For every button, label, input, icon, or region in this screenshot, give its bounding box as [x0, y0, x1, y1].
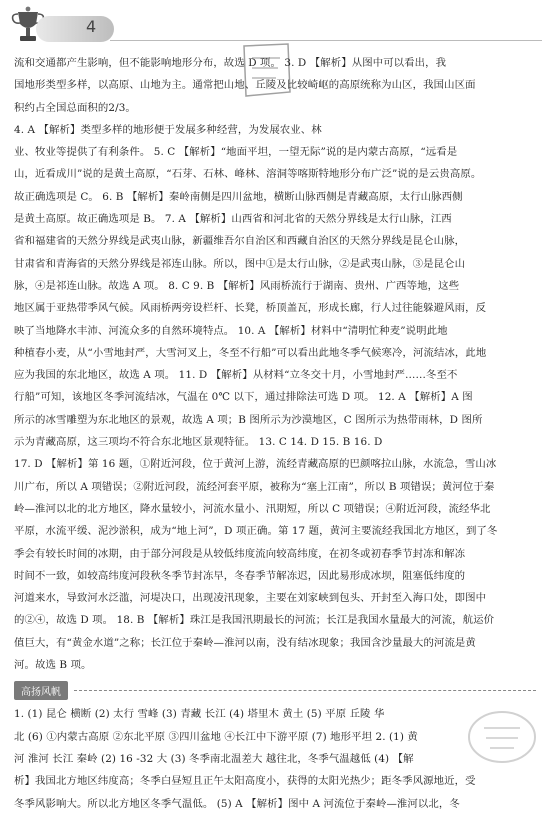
answer-line: 国地形类型多样，以高原、山地为主。通常把山地、丘陵及比较崎岖的高原统称为山区，我国山区面: [14, 79, 476, 92]
extension-line: 析】我国北方地区纬度高；冬季白昼短且正午太阳高度小，获得的太阳光热少；距冬季风源地近，受: [14, 775, 476, 788]
answer-line: 山，近看成川”说的是黄土高原，“石芽、石林、峰林、溶洞等喀斯特地形分布广泛”说的是云贵高原。: [14, 168, 482, 181]
page-number-tab: [36, 16, 114, 42]
answer-line: 川广布，所以 A 项错误；②附近河段，流经河套平原，被称为“塞上江南”，所以 B 项错误；黄河位于秦: [14, 480, 495, 493]
answer-line: 4. A 【解析】类型多样的地形便于发展多种经营，为发展农业、林: [14, 123, 322, 136]
extension-line: 冬季风影响大。所以北方地区冬季气温低。 (5) A 【解析】图中 A 河流位于秦岭—淮河以北，冬: [14, 797, 460, 810]
section-header: [14, 681, 536, 700]
watermark-logo-icon: [466, 708, 538, 766]
answer-line: 流和交通都产生影响，但不能影响地形分布，故选 D 项。 3. D 【解析】从图中可以看出，我: [14, 57, 447, 69]
answer-line: 河。故选 B 项。: [14, 659, 92, 672]
answer-line: 故正确选项是 C。 6. B 【解析】秦岭南侧是四川盆地，横断山脉西侧是青藏高原，太行山脉西侧: [14, 190, 463, 203]
answer-line: 河道来水，导致河水泛滥，河堤决口，出现凌汛现象，主要在刘家峡到包头、开封至入海口处，即图中: [14, 592, 487, 605]
answer-line: 地区属于亚热带季风气候。风雨桥两旁设栏杆、长凳，桥顶盖瓦，形成长廊，行人过往能躲避风雨，反: [14, 302, 487, 315]
answer-line: 是黄土高原。故正确选项是 B。 7. A 【解析】山西省和河北省的天然分界线是太行山脉，江西: [14, 213, 452, 226]
answer-line: 行船”可知，该地区冬季河流结冰，气温在 0℃ 以下，通过排除法可选 D 项。 12. A 【解析】A 图: [14, 391, 473, 404]
header-divider: [110, 40, 542, 41]
answer-line: 所示的冰雪雕塑为东北地区的景观，故选 A 项；B 图所示为沙漠地区，C 图所示为热带雨林，D 图所: [14, 413, 483, 426]
answer-line: 应为我国的东北地区，故选 A 项。 11. D 【解析】从材料“立冬交十月，小雪地封严……冬至不: [14, 369, 458, 382]
answer-line: 脉，④是祁连山脉。故选 A 项。 8. C 9. B 【解析】风雨桥流行于湖南、贵州、广西等地，这些: [14, 279, 460, 292]
answer-line: 积约占全国总面积的2/3。: [14, 101, 136, 114]
extension-line: 河 淮河 长江 秦岭 (2) 16 -32 大 (3) 冬季南北温差大 越往北，冬季气温越低 (4) 【解: [14, 752, 414, 765]
answer-line: 映了当地降水丰沛、河流众多的自然环境特点。 10. A 【解析】材料中“清明忙种麦”说明此地: [14, 324, 448, 337]
answer-line: 甘肃省和青海省的天然分界线是祁连山脉。所以，图中①是太行山脉，②是武夷山脉，③是昆仑山: [14, 257, 466, 270]
answer-line: 季会有较长时间的冰期，由于部分河段是从较低纬度流向较高纬度，在初冬或初春季节封冻和解冻: [14, 547, 466, 560]
section-title: 高扬风帆: [14, 681, 68, 700]
answer-line: 平原，水流平缓、泥沙淤积，成为“地上河”，D 项正确。第 17 题，黄河主要流经我国北方地区，到了冬: [14, 525, 498, 538]
extension-line: 1. (1) 昆仑 横断 (2) 太行 雪峰 (3) 青藏 长江 (4) 塔里木 黄土 (5) 平原 丘陵 华: [14, 708, 385, 721]
answer-line: 值巨大，有“黄金水道”之称；长江位于秦岭—淮河以南，没有结冰现象；我国含沙量最大的河流是黄: [14, 636, 476, 649]
answer-line: 岭—淮河以北的北方地区，降水量较小，河流水量小、汛期短，所以 C 项错误；④附近河段，流经华北: [14, 502, 491, 515]
answer-line: 示为青藏高原，这三项均不符合东北地区景观特征。 13. C 14. D 15. B 16. D: [14, 436, 383, 449]
answer-line: 种植春小麦，从“小雪地封严，大雪河叉上，冬至不行船”可以看出此地冬季气候寒冷，河流结冰，此地: [14, 346, 487, 359]
answer-line: 17. D 【解析】第 16 题，①附近河段，位于黄河上游，流经青藏高原的巴颜喀拉山脉，水流急，雪山冰: [14, 458, 497, 471]
page-number: 4: [86, 17, 97, 36]
answer-line: 时间不一致，如较高纬度河段秋冬季节封冻早，冬春季节解冻迟，因此易形成冰坝，阻塞低纬度的: [14, 569, 466, 582]
answer-line: 省和福建省的天然分界线是武夷山脉，新疆维吾尔自治区和西藏自治区的天然分界线是昆仑山脉，: [14, 235, 466, 248]
section-divider: [74, 690, 536, 691]
answer-line: 业、牧业等提供了有利条件。 5. C 【解析】“地面平坦，一望无际”说的是内蒙古高原，“远看是: [14, 146, 458, 159]
answer-line: 的②④，故选 D 项。 18. B 【解析】珠江是我国汛期最长的河流；长江是我国水量最大的河流，航运价: [14, 614, 495, 627]
extension-line: 北 (6) ①内蒙古高原 ②东北平原 ③四川盆地 ④长江中下游平原 (7) 地形平坦 2. (1) 黄: [14, 730, 418, 743]
answer-content: [14, 52, 536, 815]
